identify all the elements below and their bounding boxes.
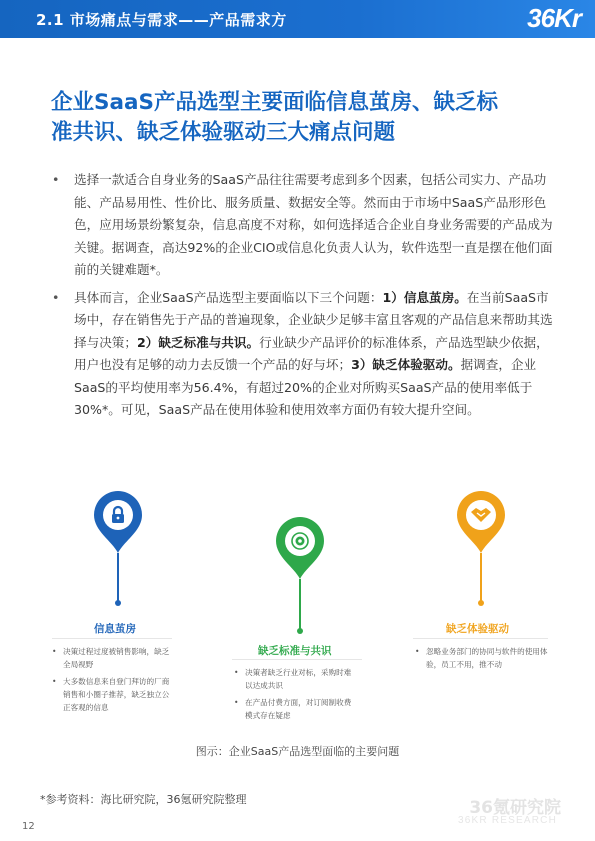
bullet-text-part: 具体而言，企业SaaS产品选型主要面临以下三个问题： bbox=[74, 289, 383, 305]
watermark-cn: 36氪研究院 bbox=[469, 798, 561, 818]
divider bbox=[413, 638, 548, 639]
bullet-text-part: 据调查，企业SaaS的平均使用率为56.4%，有超过20%的企业对所购买SaaS产品的使用率低于30%*。可见，SaaS产品在使用体验和使用效率方面仍有较大提升空间。 bbox=[74, 357, 537, 417]
pin-stem-dot bbox=[115, 600, 121, 606]
bullet-list bbox=[52, 169, 558, 427]
divider bbox=[232, 659, 362, 660]
bullet-item bbox=[52, 169, 558, 282]
note-item: • 决策者缺乏行业对标，采购时难以达成共识 bbox=[234, 668, 352, 690]
target-icon bbox=[290, 531, 310, 551]
pin-marker-information-cocoon bbox=[92, 489, 144, 555]
bullet-text-part: 在当前SaaS市场中，存在销售先于产品的普遍现象，企业缺少足够丰富且客观的产品信息来帮助其选择与决策； bbox=[74, 289, 553, 350]
bullet-dot: • bbox=[52, 172, 60, 187]
pin-stem-dot bbox=[297, 628, 303, 634]
note-item: • 在产品付费方面，对订阅制收费模式存在疑虑 bbox=[234, 698, 352, 720]
bullet-dot: • bbox=[52, 289, 60, 305]
notes-information-cocoon bbox=[52, 645, 170, 718]
headline-line-2: 准共识、缺乏体验驱动三大痛点问题 bbox=[51, 120, 396, 145]
note-item: • 决策过程过度被销售影响，缺乏全局视野 bbox=[52, 647, 170, 669]
note-text: 大多数信息来自登门拜访的厂商销售和小圈子推荐，缺乏独立公正客观的信息 bbox=[63, 677, 170, 712]
note-text: 忽略业务部门的协同与软件的使用体验，员工不用，推不动 bbox=[426, 647, 548, 669]
note-text: 决策者缺乏行业对标，采购时难以达成共识 bbox=[245, 668, 352, 690]
pin-stem bbox=[117, 553, 119, 603]
pin-label-information-cocoon: 信息茧房 bbox=[94, 623, 136, 635]
problem-2-label: 2）缺乏标准与共识。 bbox=[136, 334, 260, 350]
pin-marker-lack-experience bbox=[455, 489, 507, 555]
bullet-text: 选择一款适合自身业务的SaaS产品往往需要考虑到多个因素，包括公司实力、产品功能、产品易用性、性价比、服务质量、数据安全等。然而由于市场中SaaS产品形形色色，应用场景纷繁复杂，信息高度不对称，如何选择适合企业自身业务需要的产品成为关键。据调查，高达92%的企业CIO或信息化负责人认为，软件选型一直是摆在他们面前的关键难题*。 bbox=[74, 172, 553, 277]
pin-stem bbox=[480, 553, 482, 603]
headline-line-1: 企业SaaS产品选型主要面临信息茧房、缺乏标 bbox=[51, 90, 498, 115]
handshake-icon bbox=[470, 506, 492, 524]
pin-marker-lack-standards bbox=[274, 515, 326, 581]
page-number: 12 bbox=[22, 821, 35, 832]
note-item: • 大多数信息来自登门拜访的厂商销售和小圈子推荐，缺乏独立公正客观的信息 bbox=[52, 677, 170, 712]
pin-label-lack-experience: 缺乏体验驱动 bbox=[446, 623, 509, 635]
page-headline bbox=[51, 88, 561, 148]
bullet-item bbox=[52, 287, 558, 422]
notes-lack-standards bbox=[234, 666, 352, 726]
note-item: • 忽略业务部门的协同与软件的使用体验，员工不用，推不动 bbox=[415, 647, 548, 669]
section-title: 2.1 市场痛点与需求——产品需求方 bbox=[36, 11, 287, 29]
section-header-bar bbox=[0, 0, 595, 38]
pin-stem-dot bbox=[478, 600, 484, 606]
pin-stem bbox=[299, 579, 301, 631]
bullet-text-part: 行业缺少产品评价的标准体系，产品选型缺少依据，用户也没有足够的动力去反馈一个产品的好与坏； bbox=[74, 334, 549, 372]
notes-lack-experience bbox=[415, 645, 550, 675]
problem-3-label: 3）缺乏体验驱动。 bbox=[351, 357, 461, 372]
reference-note: *参考资料：海比研究院，36氪研究院整理 bbox=[40, 793, 247, 806]
lock-icon bbox=[109, 505, 127, 525]
divider bbox=[52, 638, 172, 639]
figure-caption: 图示：企业SaaS产品选型面临的主要问题 bbox=[195, 745, 400, 758]
problem-1-label: 1）信息茧房。 bbox=[382, 289, 467, 305]
pin-label-lack-standards: 缺乏标准与共识 bbox=[258, 645, 332, 657]
note-text: 在产品付费方面，对订阅制收费模式存在疑虑 bbox=[245, 698, 352, 720]
watermark-en: 36KR RESEARCH bbox=[458, 815, 557, 826]
brand-logo: 36Kr bbox=[527, 3, 581, 33]
note-text: 决策过程过度被销售影响，缺乏全局视野 bbox=[63, 647, 170, 669]
